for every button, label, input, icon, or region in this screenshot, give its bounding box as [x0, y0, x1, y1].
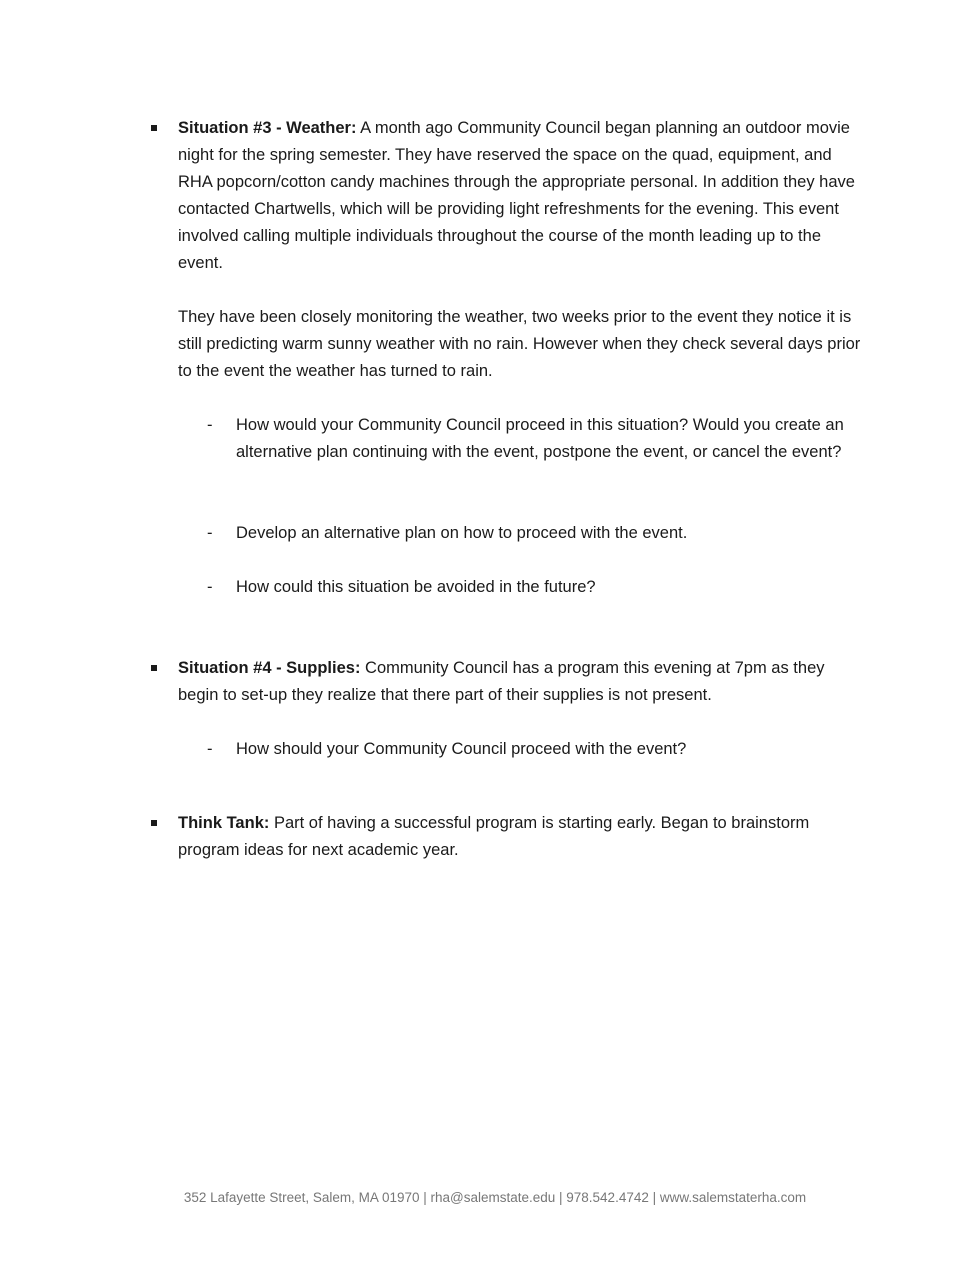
situation-4-text: Community Council has a program this evening at 7pm as they begin to set-up they realize that there part of their supplies is not present. [178, 659, 825, 704]
square-bullet-icon [151, 665, 157, 671]
square-bullet-icon [151, 820, 157, 826]
dash-bullet-icon: - [207, 740, 213, 758]
situation-3-question-3 [207, 574, 876, 601]
question-text: Develop an alternative plan on how to proceed with the event. [236, 524, 688, 542]
dash-bullet-icon: - [207, 416, 213, 434]
dash-bullet-icon: - [207, 578, 213, 596]
situation-3-heading: Situation #3 - Weather: [178, 119, 357, 137]
situation-4-question-1 [207, 736, 876, 763]
page-footer: 352 Lafayette Street, Salem, MA 01970 | rha@salemstate.edu | 978.542.4742 | www.salemstaterha.com [183, 1190, 807, 1205]
situation-3-paragraph-2-text: They have been closely monitoring the weather, two weeks prior to the event they notice it is still predicting warm sunny weather with no rain. However when they check several days prior to the event the weather has turned to rain. [178, 308, 861, 380]
situation-3-item [178, 115, 868, 277]
think-tank-paragraph [178, 810, 868, 864]
question-text: How would your Community Council proceed in this situation? Would you create an alternative plan continuing with the event, postpone the event, or cancel the event? [236, 416, 844, 461]
situation-4-item [178, 655, 868, 709]
situation-3-question-1 [207, 412, 876, 466]
question-text: How should your Community Council proceed with the event? [236, 740, 687, 758]
situation-3-question-2 [207, 520, 876, 547]
dash-bullet-icon: - [207, 524, 213, 542]
situation-4-heading: Situation #4 - Supplies: [178, 659, 361, 677]
think-tank-text: Part of having a successful program is starting early. Began to brainstorm program ideas for next academic year. [178, 814, 810, 859]
square-bullet-icon [151, 125, 157, 131]
question-text: How could this situation be avoided in the future? [236, 578, 596, 596]
think-tank-item [178, 810, 868, 864]
situation-3-paragraph [178, 115, 868, 277]
situation-4-paragraph [178, 655, 868, 709]
situation-3-text: A month ago Community Council began planning an outdoor movie night for the spring semester. They have reserved the space on the quad, equipment, and RHA popcorn/cotton candy machines through the appropriate personal. In addition they have contacted Chartwells, which will be providing light refreshments for the evening. This event involved calling multiple individuals throughout the course of the month leading up to the event. [178, 119, 855, 272]
think-tank-heading: Think Tank: [178, 814, 270, 832]
situation-3-paragraph-2 [178, 304, 868, 385]
